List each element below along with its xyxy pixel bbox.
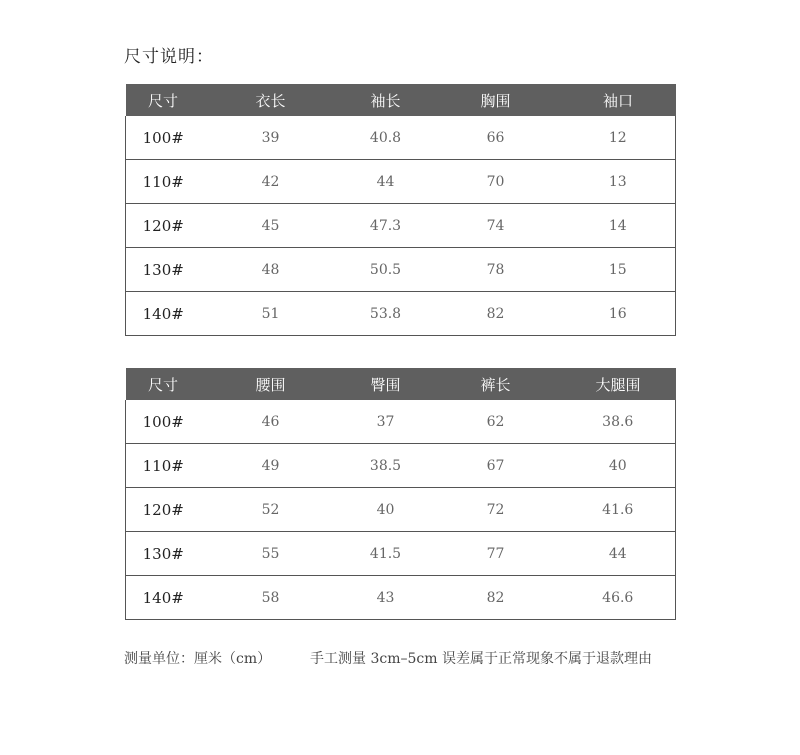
measurement-cell: 12	[561, 116, 676, 160]
table-row	[126, 488, 676, 532]
column-header: 腰围	[201, 368, 341, 400]
table-row	[126, 400, 676, 444]
measurement-cell: 72	[431, 488, 561, 532]
measurement-cell: 77	[431, 532, 561, 576]
measurement-cell: 82	[431, 576, 561, 620]
table-row	[126, 576, 676, 620]
measurement-cell: 78	[431, 248, 561, 292]
measurement-cell: 48	[201, 248, 341, 292]
size-label-cell: 110#	[126, 160, 201, 204]
unit-note: 测量单位：厘米（cm）	[124, 651, 272, 667]
measurement-cell: 55	[201, 532, 341, 576]
size-label-cell: 110#	[126, 444, 201, 488]
size-label-cell: 100#	[126, 116, 201, 160]
column-header: 袖口	[561, 84, 676, 116]
measurement-cell: 15	[561, 248, 676, 292]
measurement-cell: 62	[431, 400, 561, 444]
table-row	[126, 292, 676, 336]
size-label-cell: 140#	[126, 292, 201, 336]
table-header-row	[126, 84, 676, 116]
size-label-cell: 120#	[126, 488, 201, 532]
size-label-cell: 120#	[126, 204, 201, 248]
measurement-cell: 52	[201, 488, 341, 532]
column-header: 尺寸	[126, 84, 201, 116]
measurement-cell: 41.5	[341, 532, 431, 576]
measurement-cell: 41.6	[561, 488, 676, 532]
measurement-cell: 53.8	[341, 292, 431, 336]
measurement-cell: 45	[201, 204, 341, 248]
measurement-cell: 51	[201, 292, 341, 336]
column-header: 大腿围	[561, 368, 676, 400]
table-row	[126, 532, 676, 576]
column-header: 裤长	[431, 368, 561, 400]
measurement-cell: 13	[561, 160, 676, 204]
measurement-cell: 58	[201, 576, 341, 620]
measurement-cell: 38.5	[341, 444, 431, 488]
measurement-cell: 43	[341, 576, 431, 620]
table-header-row	[126, 368, 676, 400]
bottoms-size-table	[125, 368, 676, 620]
column-header: 袖长	[341, 84, 431, 116]
size-label-cell: 100#	[126, 400, 201, 444]
measurement-cell: 49	[201, 444, 341, 488]
tops-size-table	[125, 84, 676, 336]
tolerance-note: 手工测量 3cm–5cm 误差属于正常现象不属于退款理由	[310, 651, 652, 667]
measurement-cell: 66	[431, 116, 561, 160]
size-label-cell: 140#	[126, 576, 201, 620]
measurement-cell: 82	[431, 292, 561, 336]
measurement-cell: 40.8	[341, 116, 431, 160]
measurement-cell: 37	[341, 400, 431, 444]
measurement-cell: 74	[431, 204, 561, 248]
measurement-cell: 47.3	[341, 204, 431, 248]
size-label-cell: 130#	[126, 248, 201, 292]
measurement-cell: 40	[561, 444, 676, 488]
column-header: 臀围	[341, 368, 431, 400]
measurement-cell: 38.6	[561, 400, 676, 444]
size-label-cell: 130#	[126, 532, 201, 576]
measurement-cell: 44	[341, 160, 431, 204]
table-row	[126, 160, 676, 204]
measurement-cell: 46.6	[561, 576, 676, 620]
measurement-footer	[124, 648, 652, 668]
table-row	[126, 248, 676, 292]
measurement-cell: 16	[561, 292, 676, 336]
measurement-cell: 39	[201, 116, 341, 160]
table-row	[126, 444, 676, 488]
column-header: 衣长	[201, 84, 341, 116]
measurement-cell: 40	[341, 488, 431, 532]
column-header: 尺寸	[126, 368, 201, 400]
table-row	[126, 204, 676, 248]
column-header: 胸围	[431, 84, 561, 116]
page-title: 尺寸说明：	[124, 47, 214, 67]
measurement-cell: 67	[431, 444, 561, 488]
measurement-cell: 70	[431, 160, 561, 204]
measurement-cell: 46	[201, 400, 341, 444]
measurement-cell: 14	[561, 204, 676, 248]
measurement-cell: 42	[201, 160, 341, 204]
measurement-cell: 50.5	[341, 248, 431, 292]
table-row	[126, 116, 676, 160]
measurement-cell: 44	[561, 532, 676, 576]
